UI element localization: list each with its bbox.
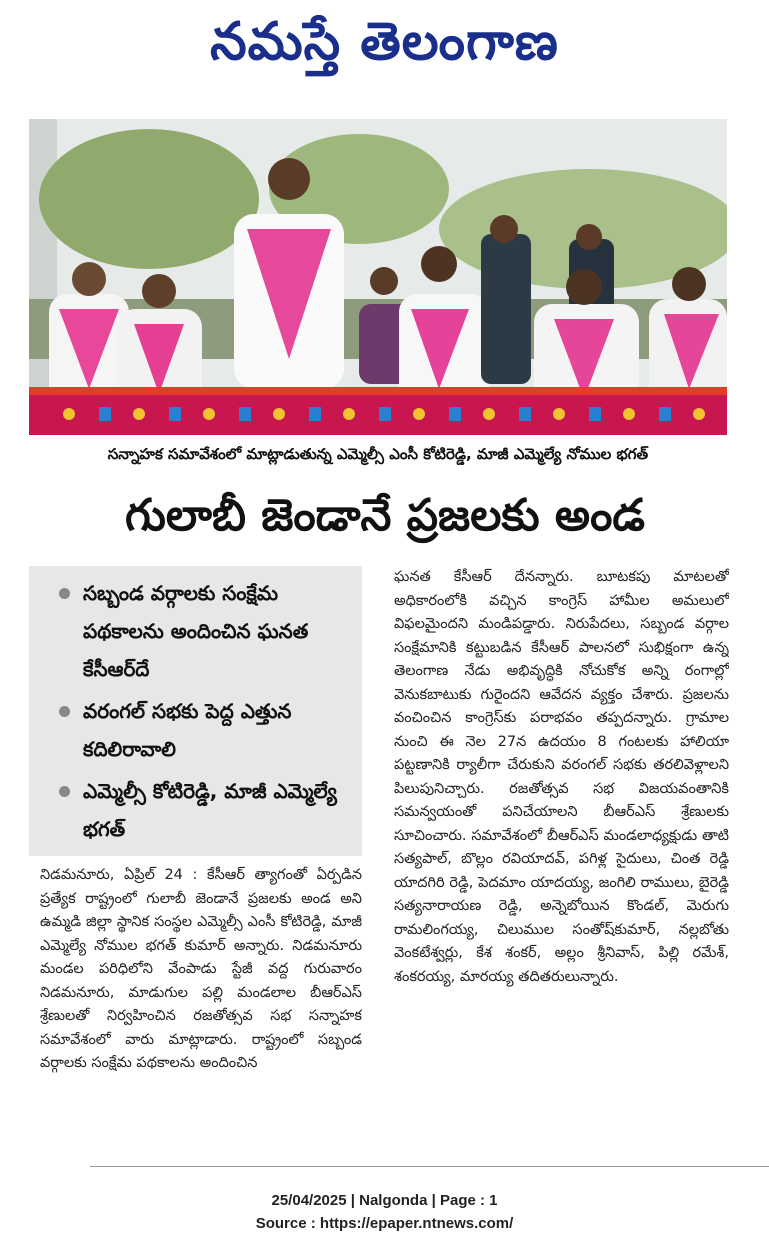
bullet-icon <box>59 706 70 717</box>
masthead-title: నమస్తే తెలంగాణ <box>210 12 559 72</box>
highlights-box <box>29 566 362 856</box>
highlight-text: వరంగల్ సభకు పెద్ద ఎత్తున కదిలిరావాలి <box>83 699 292 761</box>
article-left-column: నిడమనూరు, ఏప్రిల్ 24 : కేసీఆర్ త్యాగంతో ఏర్పడిన ప్రత్యేక రాష్ట్రంలో గులాబీ జెండానే ప్రజలకు అండ అని ఉమ్మడి జిల్లా స్థానిక సంస్థల ఎమ్మెల్సీ ఎంసీ కోటిరెడ్డి, మాజీ ఎమ్మెల్యే నోముల భగత్ కుమార్ అన్నారు. నిడమనూరు మండల పరిధిలోని వేంపాడు స్టేజీ వద్ద గురువారం నిడమనూరు, మాడుగుల పల్లి మండలాల బీఆర్ఎస్ శ్రేణులతో నిర్వహించిన రజతోత్సవ సభ సన్నాహక సమావేశంలో వారు మాట్లాడారు. రాష్ట్రంలో సబ్బండ వర్గాలకు సంక్షేమ పథకాలను అందించిన <box>40 867 362 1071</box>
photo-caption: సన్నాహక సమావేశంలో మాట్లాడుతున్న ఎమ్మెల్సీ ఎంసీ కోటిరెడ్డి, మాజీ ఎమ్మెల్యే నోముల భగత్ <box>107 445 649 463</box>
highlight-text: ఎమ్మెల్సీ కోటిరెడ్డి, మాజీ ఎమ్మెల్యే భగత్ <box>83 779 337 841</box>
article-right-column: ఘనత కేసీఆర్ దేనన్నారు. బూటకపు మాటలతో అధికారంలోకి వచ్చిన కాంగ్రెస్ హామీల అమలులో విఫలమైందని మండిపడ్డారు. నిరుపేదలు, సబ్బండ వర్గాల సంక్షేమానికి కట్టుబడిన కేసీఆర్ పాలనలో సుభిక్షంగా ఉన్న తెలంగాణ నేడు అభివృద్ధికి నోచుకోక అన్ని రంగాల్లో వెనుకబాటుకు గురైందని ఆవేదన వ్యక్తం చేశారు. ప్రజలను వంచించిన కాంగ్రెస్‌కు పరాభవం తప్పదన్నారు. గ్రామాల నుంచి ఈ నెల 27న ఉదయం 8 గంటలకు హాలియా పట్టణానికి ర్యాలీగా చేరుకుని వరంగల్ సభకు తరలివెళ్లాలని పిలుపునిచ్చారు. రజతోత్సవ సభ విజయవంతానికి సమన్వయంతో పనిచేయాలని బీఆర్ఎస్ శ్రేణులకు సూచించారు. సమావేశంలో బీఆర్ఎస్ మండలాధ్యక్షుడు తాటి సత్యపాల్, బొల్లం రవియాదవ్, పగిళ్ల సైదులు, చింత రెడ్డి యాదగిరి రెడ్డి, పెదమాం యాదయ్య, జంగిలి రాములు, బైరెడ్డి సత్యనారాయణ రెడ్డి, అన్నెబోయిన కొండల్, మెరుగు రామలింగయ్య, చిలుముల సంతోష్‌కుమార్, నల్లబోతు వెంకటేశ్వర్లు, కేశ శంకర్, అల్లం శ్రీనివాస్, పిల్లి రమేశ్, శంకరయ్య, మారయ్య తదితరులున్నారు. <box>394 569 729 985</box>
masthead <box>0 6 769 78</box>
highlight-text: సబ్బండ వర్గాలకు సంక్షేమ పథకాలను అందించిన ఘనత కేసీఆర్‌దే <box>83 581 309 681</box>
highlight-item <box>59 772 359 848</box>
divider <box>90 1166 769 1167</box>
highlight-item <box>59 574 359 688</box>
photo-illustration <box>29 119 727 435</box>
bullet-icon <box>59 588 70 599</box>
footer-date-line: 25/04/2025 | Nalgonda | Page : 1 <box>271 1192 498 1209</box>
article-headline: గులాబీ జెండానే ప్రజలకు అండ <box>125 490 645 541</box>
news-photo <box>29 119 727 435</box>
highlight-item <box>59 692 359 768</box>
bullet-icon <box>59 786 70 797</box>
footer-source-line: Source : https://epaper.ntnews.com/ <box>255 1215 514 1232</box>
